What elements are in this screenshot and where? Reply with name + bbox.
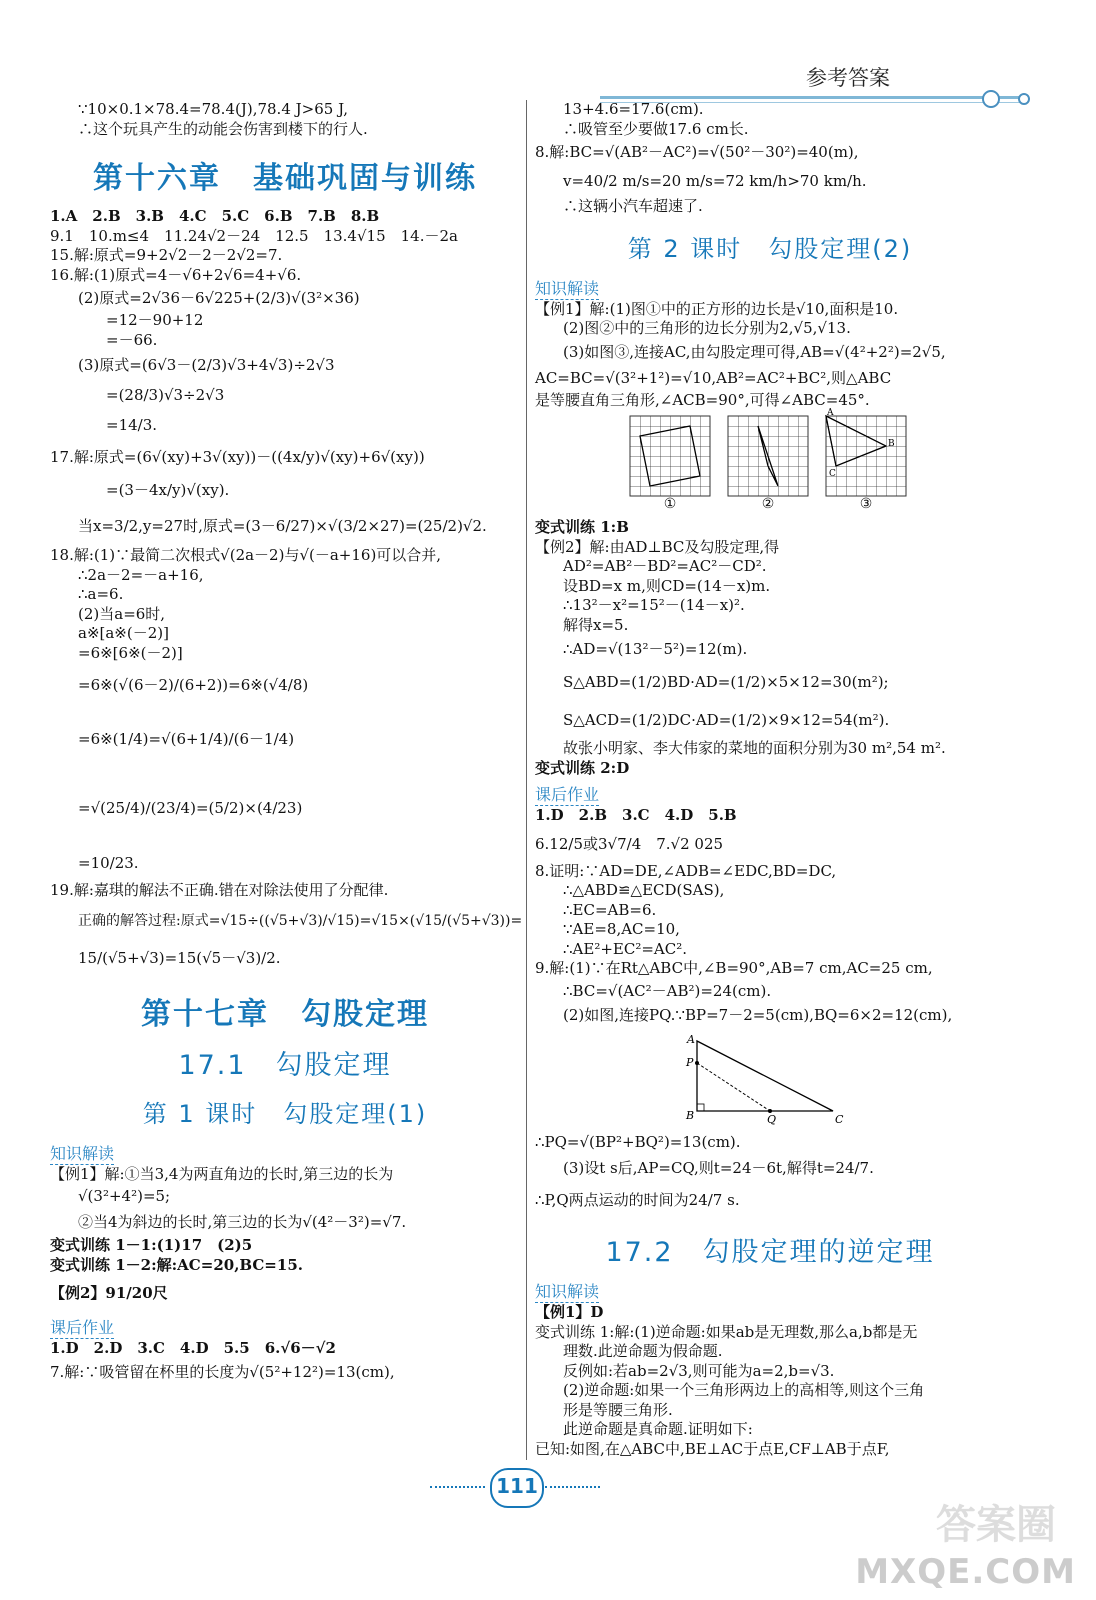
answer-line: ∴PQ=√(BP²+BQ²)=13(cm). — [535, 1132, 741, 1151]
answer-line: =(3－4x/y)√(xy). — [106, 481, 230, 499]
answer-line: ②当4为斜边的长时,第三边的长为√(4²－3²)=√7. — [78, 1213, 407, 1231]
answer-line: 【例2】91/20尺 — [50, 1284, 168, 1302]
grid-abc-figure — [826, 408, 906, 496]
knowledge-heading: 知识解读 — [535, 276, 599, 300]
answer-line: 7.解:∵吸管留在杯里的长度为√(5²+12²)=13(cm), — [50, 1362, 395, 1381]
answer-line: 故张小明家、李大伟家的菜地的面积分别为30 m²,54 m². — [563, 739, 946, 757]
answer-line: 变式训练 1－2:解:AC=20,BC=15. — [50, 1255, 303, 1274]
answer-line: (2)原式=2√36－6√225+(2/3)√(3²×36) — [78, 289, 360, 307]
answer-line: ∴这辆小汽车超速了. — [563, 197, 703, 215]
homework-heading: 课后作业 — [50, 1315, 114, 1339]
text-line: ∵10×0.1×78.4=78.4(J),78.4 J>65 J, — [78, 100, 348, 118]
answer-line: 9.1 10.m≤4 11.24√2－24 12.5 13.4√15 14.－2a — [50, 226, 458, 245]
lesson-1-title: 第 1 课时 勾股定理(1) — [142, 1099, 428, 1128]
point-label-p: P — [686, 1055, 694, 1069]
answer-line: √(3²+4²)=5; — [78, 1187, 171, 1205]
point-label-b: B — [888, 439, 895, 449]
figure-label: ③ — [859, 496, 873, 512]
answer-line: ∵AE=8,AC=10, — [563, 920, 680, 938]
page-number-dots-right — [545, 1486, 600, 1488]
answer-line: 形是等腰三角形. — [563, 1400, 673, 1419]
right-triangle-diagram — [685, 1032, 845, 1126]
grid-figures — [630, 408, 1005, 512]
answer-line: S△ACD=(1/2)DC·AD=(1/2)×9×12=54(m²). — [563, 711, 890, 729]
answer-line: =(28/3)√3÷2√3 — [106, 386, 225, 404]
answer-line: ∴13²－x²=15²－(14－x)². — [563, 596, 745, 614]
answer-line: 1.A 2.B 3.B 4.C 5.C 6.B 7.B 8.B — [50, 207, 380, 225]
answer-line: 是等腰直角三角形,∠ACB=90°,可得∠ABC=45°. — [535, 390, 870, 409]
answer-line: ∴△ABD≌△ECD(SAS), — [563, 881, 725, 899]
point-label-b: B — [686, 1108, 695, 1122]
page-number: 111 — [490, 1468, 544, 1508]
answer-line: 19.解:嘉琪的解法不正确.错在对除法使用了分配律. — [50, 881, 389, 899]
answer-line: (2)图②中的三角形的边长分别为2,√5,√13. — [563, 319, 851, 337]
answer-line: AD²=AB²－BD²=AC²－CD². — [563, 557, 767, 575]
answer-line: =6※(√(6－2)/(6+2))=6※(√4/8) — [78, 676, 309, 694]
answer-line: =－66. — [106, 330, 158, 349]
answer-line: ∴吸管至少要做17.6 cm长. — [563, 119, 749, 138]
chapter-16-title: 第十六章 基础巩固与训练 — [93, 161, 477, 196]
answer-line: 15.解:原式=9+2√2－2－2√2=7. — [50, 246, 283, 264]
answer-line: 8.解:BC=√(AB²－AC²)=√(50²－30²)=40(m), — [535, 143, 859, 161]
answer-line: 理数.此逆命题为假命题. — [563, 1342, 723, 1360]
figure-label: ② — [761, 496, 775, 512]
right-column — [535, 100, 1005, 1459]
point-label-a: A — [687, 1032, 695, 1046]
answer-line: ∴EC=AB=6. — [563, 900, 657, 919]
answer-line: 正确的解答过程:原式=√15÷((√5+√3)/√15)=√15×(√15/(√5+√3))= — [78, 912, 523, 929]
answer-line: ∴BC=√(AC²－AB²)=24(cm). — [563, 981, 772, 1000]
answer-line: (2)逆命题:如果一个三角形两边上的高相等,则这个三角 — [563, 1381, 925, 1399]
figure-3 — [826, 408, 906, 512]
chapter-17-title: 第十七章 勾股定理 — [141, 996, 429, 1032]
point-label-c: C — [829, 469, 836, 479]
answer-line: (3)设t s后,AP=CQ,则t=24－6t,解得t=24/7. — [563, 1159, 874, 1177]
answer-line: 变式训练 2:D — [535, 758, 630, 777]
answer-line: 【例1】D — [535, 1303, 604, 1321]
answer-line: 13+4.6=17.6(cm). — [563, 100, 704, 118]
answer-line: =6※(1/4)=√(6+1/4)/(6－1/4) — [78, 730, 295, 748]
grid-triangle-figure — [728, 416, 808, 496]
answer-line: v=40/2 m/s=20 m/s=72 km/h>70 km/h. — [563, 172, 867, 190]
answer-line: =10/23. — [78, 854, 139, 872]
answer-line: ∴AD=√(13²－5²)=12(m). — [563, 640, 748, 658]
answer-line: (3)原式=(6√3－(2/3)√3+4√3)÷2√3 — [78, 356, 335, 374]
header-line — [600, 96, 1020, 99]
point-label-q: Q — [767, 1112, 777, 1126]
answer-line: 【例1】解:①当3,4为两直角边的长时,第三边的长为 — [50, 1164, 394, 1183]
watermark-logo: 答案圈 — [936, 1502, 1056, 1548]
answer-line: 已知:如图,在△ABC中,BE⊥AC于点E,CF⊥AB于点F, — [535, 1439, 890, 1458]
section-17-2-title: 17.2 勾股定理的逆定理 — [605, 1237, 935, 1268]
homework-heading: 课后作业 — [535, 782, 599, 806]
answer-line: 9.解:(1)∵在Rt△ABC中,∠B=90°,AB=7 cm,AC=25 cm, — [535, 959, 933, 977]
answer-line: 变式训练 1:解:(1)逆命题:如果ab是无理数,那么a,b都是无 — [535, 1322, 918, 1341]
knowledge-heading: 知识解读 — [50, 1141, 114, 1165]
grid-square-figure — [630, 416, 710, 496]
page-number-dots-left — [430, 1486, 485, 1488]
answer-line: AC=BC=√(3²+1²)=√10,AB²=AC²+BC²,则△ABC — [535, 368, 892, 387]
answer-line: 解得x=5. — [563, 615, 629, 634]
answer-line: 设BD=x m,则CD=(14－x)m. — [563, 576, 771, 595]
figure-label: ① — [663, 496, 677, 512]
triangle-figure — [685, 1033, 1005, 1127]
answer-line: =6※[6※(－2)] — [78, 643, 183, 662]
answer-line: 1.D 2.D 3.C 4.D 5.5 6.√6－√2 — [50, 1339, 336, 1357]
answer-line: 当x=3/2,y=27时,原式=(3－6/27)×√(3/2×27)=(25/2)√2. — [78, 517, 487, 535]
answer-line: 6.12/5或3√7/4 7.√2 025 — [535, 834, 724, 853]
text-line: ∴这个玩具产生的动能会伤害到楼下的行人. — [78, 119, 368, 138]
knowledge-heading: 知识解读 — [535, 1279, 599, 1303]
answer-line: ∴P,Q两点运动的时间为24/7 s. — [535, 1191, 740, 1209]
answer-line: ∴2a－2=－a+16, — [78, 565, 204, 584]
answer-line: 变式训练 1:B — [535, 518, 629, 536]
watermark-url: MXQE.COM — [855, 1552, 1076, 1592]
section-17-1-title: 17.1 勾股定理 — [178, 1049, 392, 1081]
answer-line: 此逆命题是真命题.证明如下: — [563, 1420, 753, 1438]
figure-1 — [630, 416, 710, 512]
point-label-c: C — [835, 1112, 844, 1126]
answer-line: =12－90+12 — [106, 311, 204, 329]
answer-line: 【例1】解:(1)图①中的正方形的边长是√10,面积是10. — [535, 299, 899, 318]
answer-line: 18.解:(1)∵最简二次根式√(2a－2)与√(－a+16)可以合并, — [50, 546, 442, 564]
answer-line: a※[a※(－2)] — [78, 624, 169, 642]
answer-line: =14/3. — [106, 416, 158, 434]
answer-line: 【例2】解:由AD⊥BC及勾股定理,得 — [535, 537, 780, 556]
lesson-2-title: 第 2 课时 勾股定理(2) — [627, 234, 913, 263]
answer-line: 15/(√5+√3)=15(√5－√3)/2. — [78, 948, 281, 967]
answer-line: ∴a=6. — [78, 585, 124, 603]
answer-line: 变式训练 1－1:(1)17 (2)5 — [50, 1236, 253, 1254]
point-label-a: A — [827, 408, 834, 418]
figure-2 — [728, 416, 808, 512]
answer-line: 17.解:原式=(6√(xy)+3√(xy))－((4x/y)√(xy)+6√(xy)) — [50, 448, 425, 466]
answer-line: (2)当a=6时, — [78, 604, 166, 623]
answer-line: (2)如图,连接PQ.∵BP=7－2=5(cm),BQ=6×2=12(cm), — [563, 1005, 953, 1024]
answer-line: (3)如图③,连接AC,由勾股定理可得,AB=√(4²+2²)=2√5, — [563, 342, 946, 361]
answer-line: ∴AE²+EC²=AC². — [563, 939, 688, 958]
answer-line: 8.证明:∵AD=DE,∠ADB=∠EDC,BD=DC, — [535, 861, 837, 880]
answer-line: =√(25/4)/(23/4)=(5/2)×(4/23) — [78, 799, 303, 817]
header-title: 参考答案 — [806, 66, 890, 90]
header-small-circle-icon — [1018, 93, 1030, 105]
answer-line: 1.D 2.B 3.C 4.D 5.B — [535, 806, 737, 824]
column-divider — [526, 100, 527, 1460]
answer-line: 16.解:(1)原式=4－√6+2√6=4+√6. — [50, 265, 302, 284]
left-column — [50, 100, 523, 1385]
answer-line: 反例如:若ab=2√3,则可能为a=2,b=√3. — [563, 1361, 835, 1380]
answer-line: S△ABD=(1/2)BD·AD=(1/2)×5×12=30(m²); — [563, 673, 889, 691]
